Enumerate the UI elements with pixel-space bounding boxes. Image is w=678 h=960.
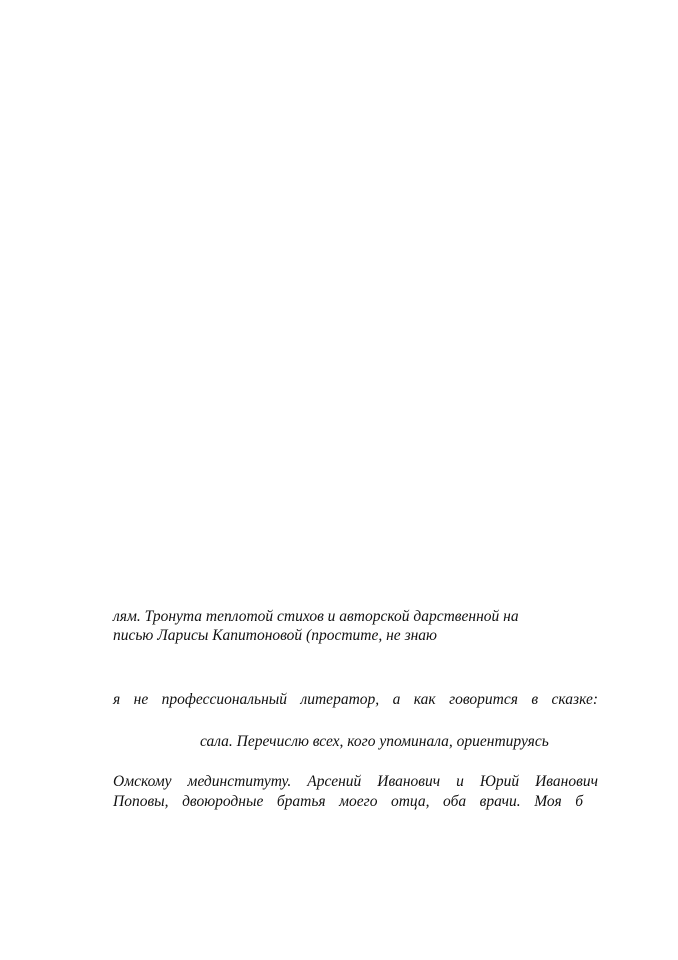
- text-line-6: Поповы, двоюродные братья моего отца, оба врачи. Моя б: [113, 793, 583, 810]
- text-line-3: я не профессиональный литератор, а как говорится в сказке:: [113, 691, 598, 708]
- text-line-2: писью Ларисы Капитоновой (простите, не знаю: [113, 627, 437, 644]
- text-line-5: Омскому мединституту. Арсений Иванович и Юрий Иванович: [113, 773, 598, 790]
- text-line-1: лям. Тронута теплотой стихов и авторской дарственной на: [113, 608, 519, 625]
- text-line-4: сала. Перечислю всех, кого упоминала, ориентируясь: [200, 733, 549, 750]
